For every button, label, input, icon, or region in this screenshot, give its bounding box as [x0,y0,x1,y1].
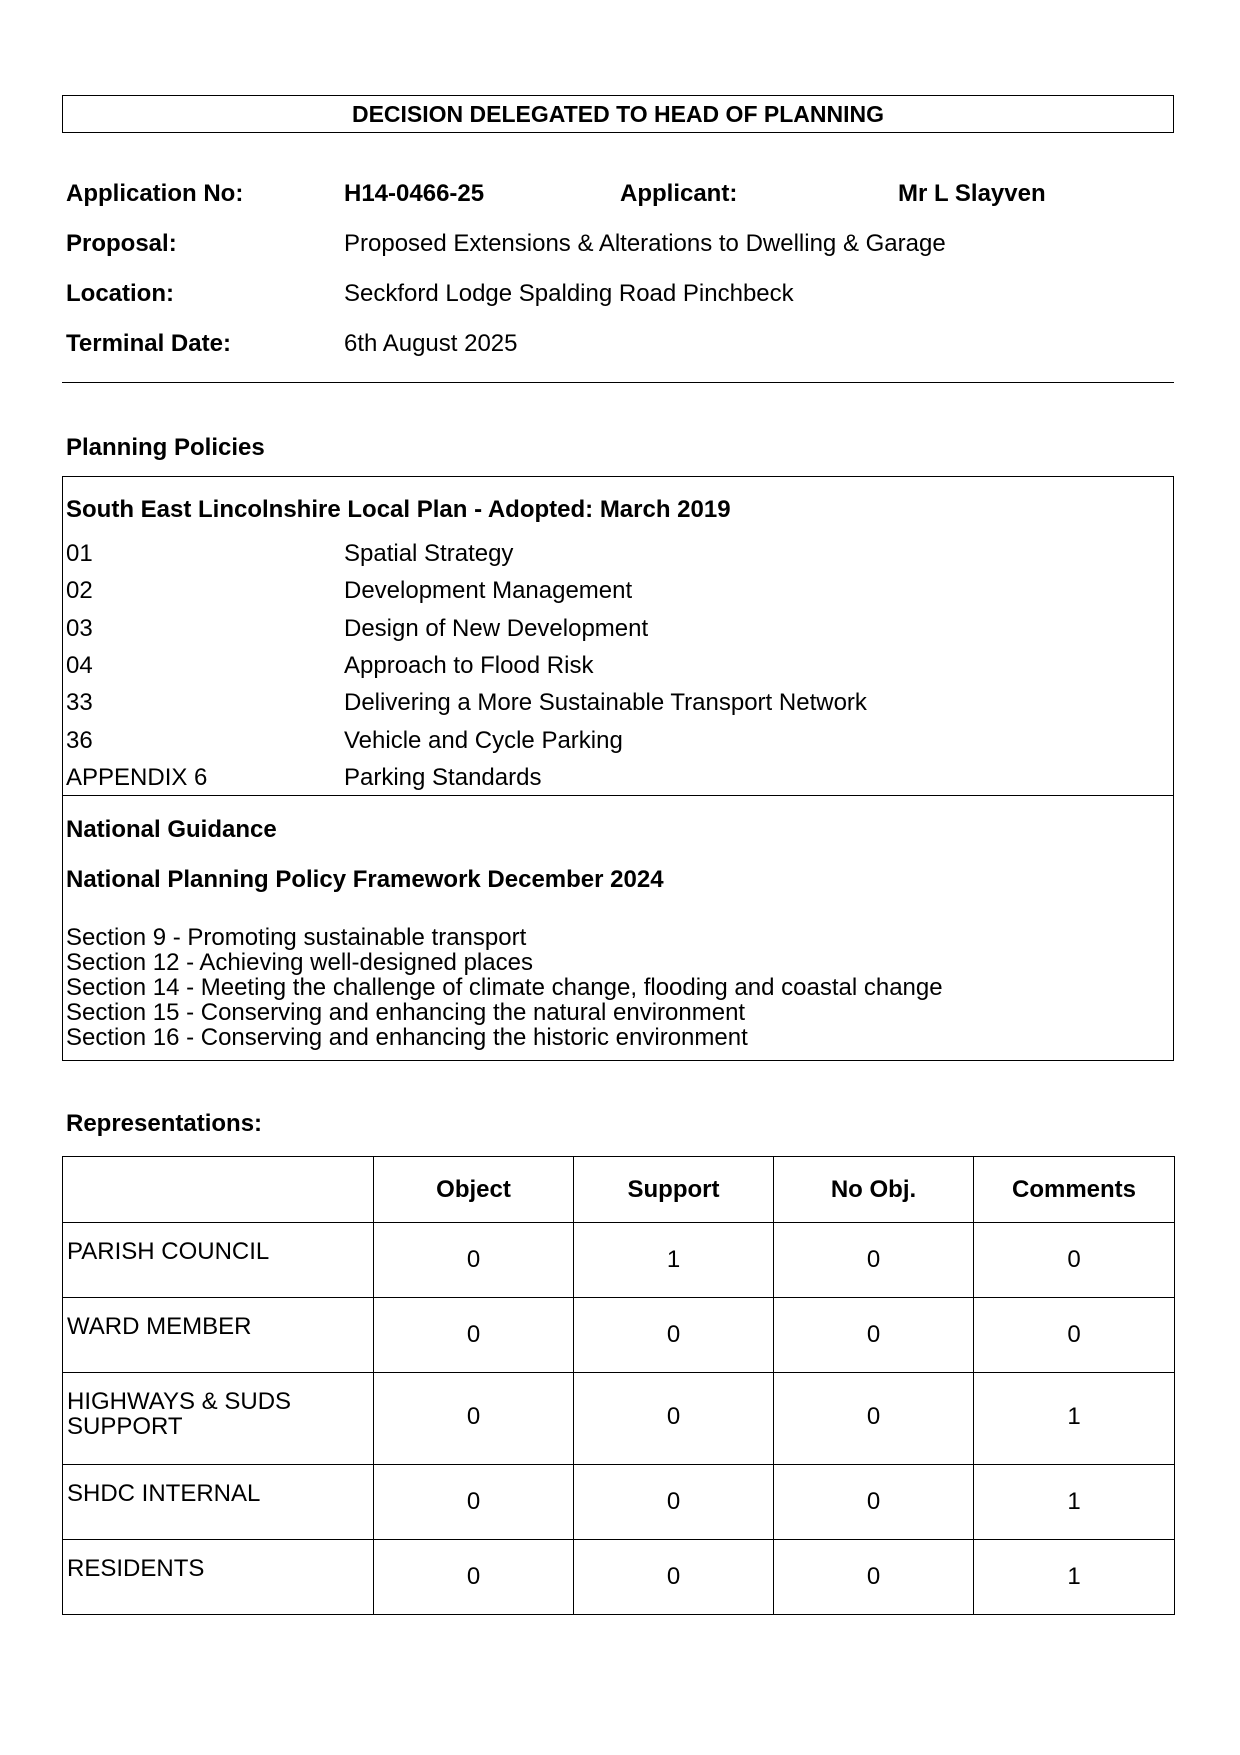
representations-table [62,1156,1175,1615]
cell-no-obj: 0 [774,1465,974,1540]
cell-support: 0 [574,1298,774,1373]
policy-code: 03 [66,615,93,642]
column-header-object: Object [374,1157,574,1223]
application-no-value: H14-0466-25 [344,180,485,207]
row-label: RESIDENTS [63,1540,374,1615]
table-row [63,1540,1175,1615]
cell-support: 1 [574,1223,774,1298]
table-row [63,1465,1175,1540]
cell-comments: 0 [974,1223,1175,1298]
cell-no-obj: 0 [774,1298,974,1373]
nppf-section: Section 9 - Promoting sustainable transport [66,924,527,951]
cell-no-obj: 0 [774,1223,974,1298]
cell-object: 0 [374,1298,574,1373]
cell-support: 0 [574,1373,774,1465]
nppf-section: Section 15 - Conserving and enhancing the natural environment [66,999,746,1026]
table-row [63,1223,1175,1298]
column-header [63,1157,374,1223]
policy-name: Development Management [344,577,633,604]
nppf-section: Section 12 - Achieving well-designed places [66,949,533,976]
nppf-section: Section 16 - Conserving and enhancing the historic environment [66,1024,748,1051]
cell-comments: 1 [974,1540,1175,1615]
policy-code: APPENDIX 6 [66,764,208,791]
terminal-date-value: 6th August 2025 [344,330,518,357]
policy-code: 01 [66,540,93,567]
cell-object: 0 [374,1540,574,1615]
terminal-date-label: Terminal Date: [66,330,231,357]
row-label: SHDC INTERNAL [63,1465,374,1540]
table-header-row [63,1157,1175,1223]
column-header-no-obj: No Obj. [774,1157,974,1223]
applicant-label: Applicant: [620,180,738,207]
table-row [63,1373,1175,1465]
cell-support: 0 [574,1465,774,1540]
policies-divider [62,795,1174,796]
cell-no-obj: 0 [774,1540,974,1615]
representations-heading: Representations: [66,1110,263,1137]
application-no-label: Application No: [66,180,244,207]
nppf-section: Section 14 - Meeting the challenge of climate change, flooding and coastal change [66,974,943,1001]
proposal-label: Proposal: [66,230,177,257]
cell-comments: 1 [974,1373,1175,1465]
nppf-title: National Planning Policy Framework December 2024 [66,866,664,893]
policy-name: Approach to Flood Risk [344,652,594,679]
cell-support: 0 [574,1540,774,1615]
policy-name: Delivering a More Sustainable Transport Network [344,689,867,716]
row-label: WARD MEMBER [63,1298,374,1373]
cell-object: 0 [374,1223,574,1298]
row-label: HIGHWAYS & SUDS SUPPORT [63,1373,374,1465]
policy-name: Vehicle and Cycle Parking [344,727,623,754]
policy-name: Parking Standards [344,764,542,791]
cell-comments: 0 [974,1298,1175,1373]
location-label: Location: [66,280,174,307]
policy-code: 33 [66,689,93,716]
local-plan-title: South East Lincolnshire Local Plan - Adopted: March 2019 [66,496,731,523]
page-title: DECISION DELEGATED TO HEAD OF PLANNING [62,95,1174,133]
cell-object: 0 [374,1373,574,1465]
policy-code: 02 [66,577,93,604]
planning-policies-heading: Planning Policies [66,434,265,461]
cell-object: 0 [374,1465,574,1540]
column-header-support: Support [574,1157,774,1223]
cell-no-obj: 0 [774,1373,974,1465]
table-row [63,1298,1175,1373]
policy-code: 04 [66,652,93,679]
national-guidance-heading: National Guidance [66,816,277,843]
policy-name: Spatial Strategy [344,540,514,567]
divider [62,382,1174,383]
policy-code: 36 [66,727,93,754]
row-label: PARISH COUNCIL [63,1223,374,1298]
column-header-comments: Comments [974,1157,1175,1223]
proposal-value: Proposed Extensions & Alterations to Dwelling & Garage [344,230,946,257]
cell-comments: 1 [974,1465,1175,1540]
policy-name: Design of New Development [344,615,649,642]
applicant-value: Mr L Slayven [898,180,1046,207]
location-value: Seckford Lodge Spalding Road Pinchbeck [344,280,794,307]
